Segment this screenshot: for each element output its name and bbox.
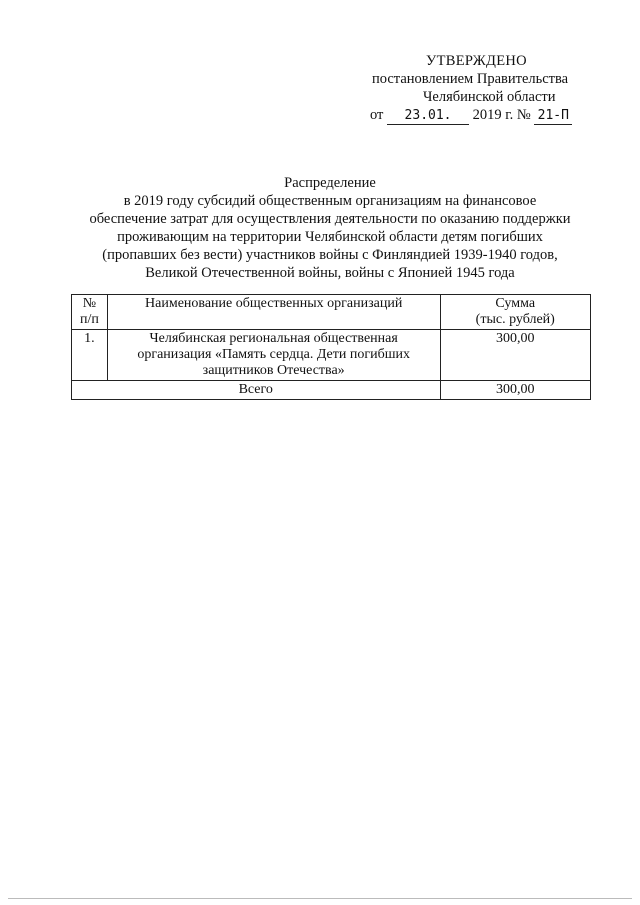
header-number-line-2: п/п bbox=[79, 312, 99, 327]
distribution-table bbox=[71, 294, 591, 400]
approval-stamp bbox=[368, 52, 588, 125]
page-bottom-edge bbox=[8, 898, 632, 899]
document-title bbox=[70, 174, 590, 282]
table-header-row bbox=[72, 295, 591, 330]
approval-heading: УТВЕРЖДЕНО bbox=[426, 53, 527, 69]
year-text: 2019 г. № bbox=[472, 107, 531, 123]
total-label: Всего bbox=[72, 381, 441, 400]
header-sum-line-1: Сумма bbox=[495, 296, 536, 311]
table-total-row bbox=[72, 381, 591, 400]
title-heading: Распределение bbox=[284, 175, 376, 191]
row-organization-name: Челябинская региональная общественная организация «Память сердца. Дети погибших защитников Отечества» bbox=[107, 330, 440, 381]
header-number-line-1: № bbox=[82, 296, 97, 311]
title-line-2: обеспечение затрат для осуществления деятельности по оказанию поддержки bbox=[89, 211, 571, 227]
handwritten-number: 21-П bbox=[534, 109, 572, 125]
header-number bbox=[72, 295, 108, 330]
row-number: 1. bbox=[72, 330, 108, 381]
title-line-1: в 2019 году субсидий общественным организациям на финансовое bbox=[123, 193, 537, 209]
row-sum: 300,00 bbox=[440, 330, 590, 381]
approval-line-2: Челябинской области bbox=[423, 89, 556, 105]
title-line-4: (пропавших без вести) участников войны с Финляндией 1939-1940 годов, bbox=[102, 247, 558, 263]
total-sum: 300,00 bbox=[440, 381, 590, 400]
date-prefix: от bbox=[370, 107, 384, 123]
header-sum bbox=[440, 295, 590, 330]
title-line-5: Великой Отечественной войны, войны с Японией 1945 года bbox=[145, 265, 515, 281]
header-name: Наименование общественных организаций bbox=[107, 295, 440, 330]
table-row bbox=[72, 330, 591, 381]
title-line-3: проживающим на территории Челябинской области детям погибших bbox=[117, 229, 543, 245]
approval-line-1: постановлением Правительства bbox=[372, 71, 569, 87]
approval-date-line bbox=[370, 106, 588, 125]
handwritten-date: 23.01. bbox=[387, 109, 469, 125]
header-sum-line-2: (тыс. рублей) bbox=[475, 312, 555, 327]
